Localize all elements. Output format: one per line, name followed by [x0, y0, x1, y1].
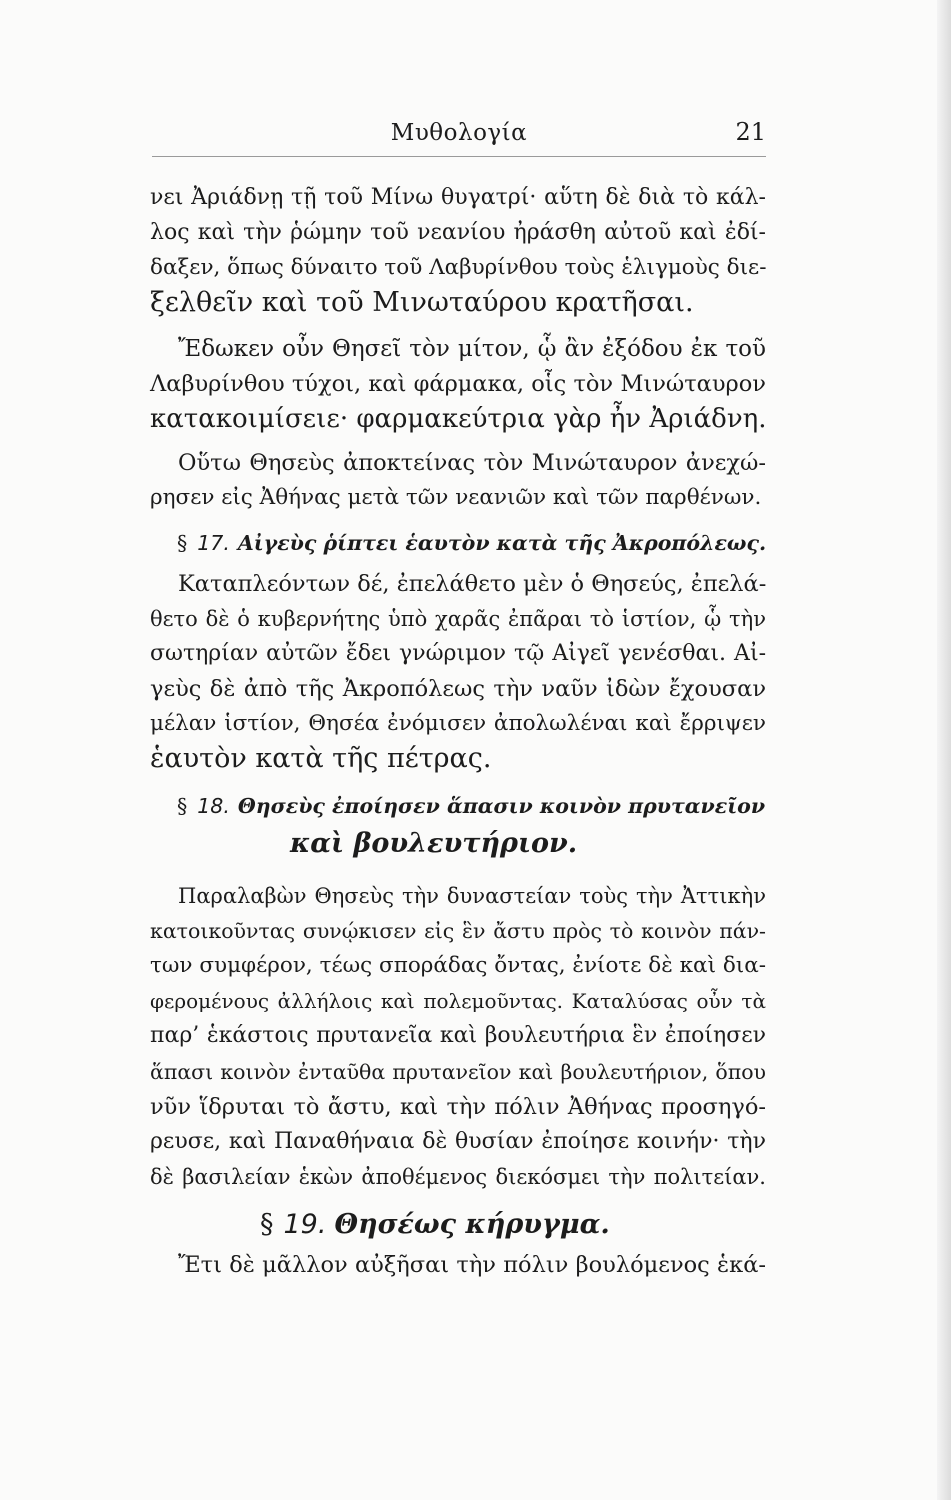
- text-line: λος καὶ τὴν ῥώμην τοῦ νεανίου ἠράσθη αὐτοῦ καὶ ἐδί-: [150, 220, 766, 245]
- section-18-heading: [177, 790, 765, 822]
- section-19-heading: [260, 1209, 610, 1241]
- section-number: 18.: [197, 794, 230, 818]
- text-line: μέλαν ἱστίον, Θησέα ἐνόμισεν ἀπολωλέναι καὶ ἔρριψεν: [150, 711, 766, 736]
- section-title: Θησέως κήρυγμα.: [334, 1209, 610, 1240]
- text-line: Ἔδωκεν οὖν Θησεῖ τὸν μίτον, ᾧ ἂν ἐξόδου ἐκ τοῦ: [178, 336, 766, 362]
- text-line: ξελθεῖν καὶ τοῦ Μινωταύρου κρατῆσαι.: [150, 287, 694, 318]
- text-line: δὲ βασιλείαν ἑκὼν ἀποθέμενος διεκόσμει τὴν πολιτείαν.: [150, 1165, 766, 1189]
- text-line: Οὕτω Θησεὺς ἀποκτείνας τὸν Μινώταυρον ἀνεχώ-: [178, 450, 766, 476]
- text-line: νῦν ἵδρυται τὸ ἄστυ, καὶ τὴν πόλιν Ἀθήνας προσηγό-: [150, 1094, 766, 1120]
- section-symbol: §: [260, 1209, 274, 1240]
- text-line: δαξεν, ὅπως δύναιτο τοῦ Λαβυρίνθου τοὺς ἑλιγμοὺς διε-: [150, 255, 767, 280]
- running-head: Μυθολογία: [390, 120, 528, 146]
- text-line: των συμφέρον, τέως σποράδας ὄντας, ἐνίοτε δὲ καὶ δια-: [150, 953, 766, 978]
- text-line: ἅπασι κοινὸν ἐνταῦθα πρυτανεῖον καὶ βουλευτήριον, ὅπου: [150, 1060, 766, 1084]
- section-symbol: §: [177, 531, 188, 555]
- text-line: φερομένους ἀλλήλοις καὶ πολεμοῦντας. Καταλύσας οὖν τὰ: [150, 989, 766, 1013]
- section-number: 17.: [197, 531, 230, 555]
- text-line: Καταπλεόντων δέ, ἐπελάθετο μὲν ὁ Θησεύς, ἐπελά-: [178, 571, 767, 597]
- text-line: γεὺς δὲ ἀπὸ τῆς Ἀκροπόλεως τὴν ναῦν ἰδὼν ἔχουσαν: [150, 676, 766, 702]
- text-line: θετο δὲ ὁ κυβερνήτης ὑπὸ χαρᾶς ἐπᾶραι τὸ ἱστίον, ᾧ τὴν: [150, 607, 766, 631]
- text-line: νει Ἀριάδνῃ τῇ τοῦ Μίνω θυγατρί· αὕτη δὲ διὰ τὸ κάλ-: [150, 185, 766, 210]
- text-line: παρ’ ἑκάστοις πρυτανεῖα καὶ βουλευτήρια ἓν ἐποίησεν: [150, 1023, 766, 1048]
- text-line: Παραλαβὼν Θησεὺς τὴν δυναστείαν τοὺς τὴν Ἀττικὴν: [178, 884, 766, 908]
- text-line: ρευσε, καὶ Παναθήναια δὲ θυσίαν ἐποίησε κοινήν· τὴν: [150, 1129, 766, 1154]
- text-line: ρησεν εἰς Ἀθήνας μετὰ τῶν νεανιῶν καὶ τῶν παρθένων.: [150, 485, 762, 510]
- text-line: Ἔτι δὲ μᾶλλον αὐξῆσαι τὴν πόλιν βουλόμενος ἑκά-: [178, 1252, 766, 1278]
- text-line: κατακοιμίσειε· φαρμακεύτρια γὰρ ἦν Ἀριάδνη.: [150, 404, 767, 434]
- section-title: Αἰγεὺς ῥίπτει ἑαυτὸν κατὰ τῆς Ἀκροπόλεως.: [237, 531, 767, 555]
- section-18-heading-line2: καὶ βουλευτήριον.: [290, 828, 578, 859]
- page-header: [152, 116, 766, 157]
- page-edge-shadow: [937, 0, 951, 1500]
- section-17-heading: [177, 527, 766, 559]
- text-line: κατοικοῦντας συνῴκισεν εἰς ἓν ἄστυ πρὸς τὸ κοινὸν πάν-: [150, 919, 766, 943]
- text-line: σωτηρίαν αὐτῶν ἔδει γνώριμον τῷ Αἰγεῖ γενέσθαι. Αἰ-: [150, 641, 766, 666]
- section-title: Θησεὺς ἐποίησεν ἅπασιν κοινὸν πρυτανεῖον: [237, 794, 766, 818]
- text-line: ἑαυτὸν κατὰ τῆς πέτρας.: [150, 743, 492, 774]
- text-line: Λαβυρίνθου τύχοι, καὶ φάρμακα, οἷς τὸν Μινώταυρον: [150, 371, 766, 397]
- page-number: 21: [735, 118, 766, 146]
- section-number: 19.: [283, 1209, 327, 1240]
- section-symbol: §: [177, 794, 188, 818]
